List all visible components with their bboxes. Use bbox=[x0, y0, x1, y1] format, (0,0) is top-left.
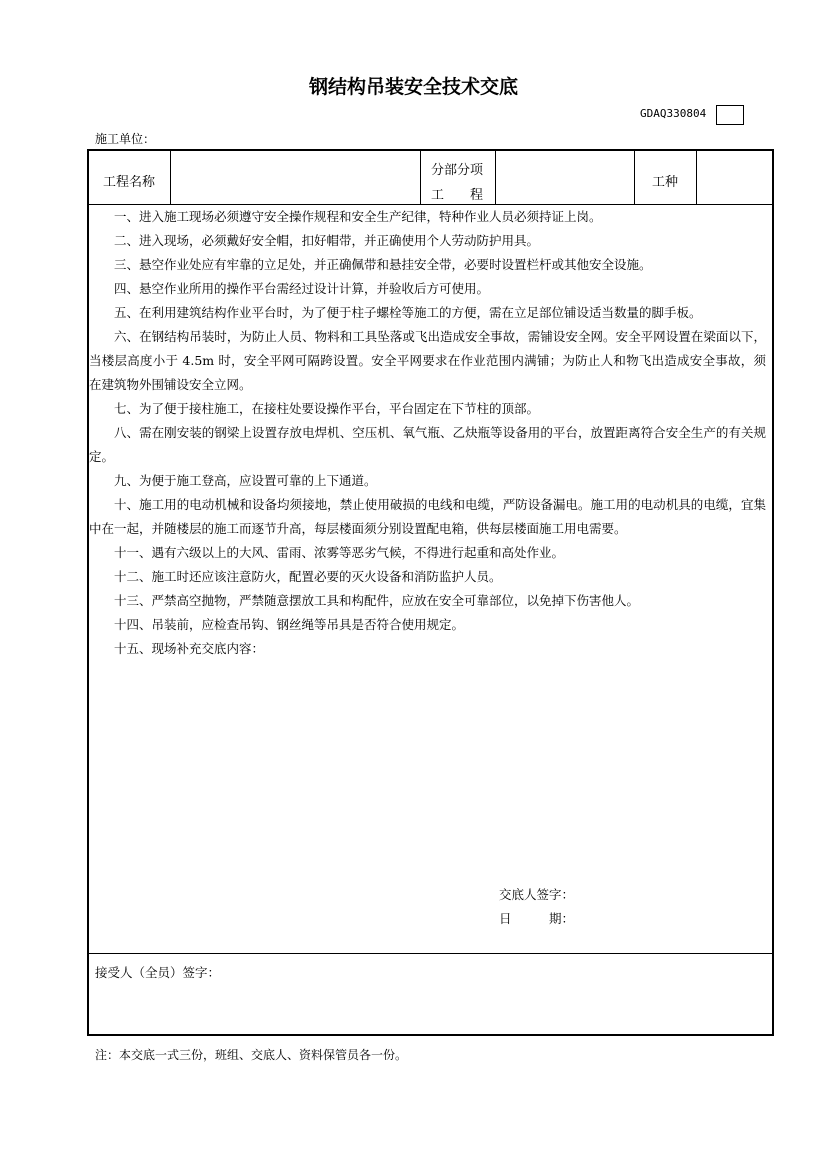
disclosure-item: 十一、遇有六级以上的大风、雷雨、浓雾等恶劣气候，不得进行起重和高处作业。 bbox=[114, 545, 565, 560]
disclosure-item: 十、施工用的电动机械和设备均须接地，禁止使用破损的电线和电缆，严防设备漏电。施工用的电动机具的电缆，宜集中在一起，并随楼层的施工而逐节升高，每层楼面须分别设置配电箱，供每层楼面施工用电需要。 bbox=[89, 497, 766, 536]
disclosure-item: 三、悬空作业处应有牢靠的立足处，并正确佩带和悬挂安全带，必要时设置栏杆或其他安全设施。 bbox=[114, 257, 652, 272]
disclosure-item: 八、需在刚安装的钢梁上设置存放电焊机、空压机、氧气瓶、乙炔瓶等设备用的平台，放置距离符合安全生产的有关规定。 bbox=[89, 425, 766, 464]
divider bbox=[696, 151, 697, 204]
form-code-box[interactable] bbox=[716, 105, 744, 125]
sub-project-field[interactable] bbox=[500, 153, 630, 202]
footnote: 注：本交底一式三份，班组、交底人、资料保管员各一份。 bbox=[95, 1048, 408, 1062]
disclosure-item: 七、为了便于接柱施工，在接柱处要设操作平台，平台固定在下节柱的顶部。 bbox=[114, 401, 540, 416]
form-code: GDAQ330804 bbox=[640, 107, 707, 120]
disclosure-items bbox=[89, 205, 772, 661]
trade-field[interactable] bbox=[701, 153, 769, 202]
divider bbox=[89, 953, 772, 954]
receiver-signature-label: 接受人（全员）签字： bbox=[95, 965, 221, 980]
sub-project-label-line2: 工 程 bbox=[431, 188, 484, 203]
divider bbox=[634, 151, 635, 204]
disclosure-item: 九、为便于施工登高，应设置可靠的上下通道。 bbox=[114, 473, 377, 488]
disclosure-form bbox=[87, 149, 774, 1036]
project-name-field[interactable] bbox=[175, 153, 415, 202]
date-label: 日 期： bbox=[499, 911, 575, 926]
disclosure-item: 四、悬空作业所用的操作平台需经过设计计算，并验收后方可使用。 bbox=[114, 281, 490, 296]
disclosure-item: 五、在利用建筑结构作业平台时，为了便于柱子螺栓等施工的方便，需在立足部位铺设适当数量的脚手板。 bbox=[114, 305, 702, 320]
disclosure-item: 一、进入施工现场必须遵守安全操作规程和安全生产纪律，特种作业人员必须持证上岗。 bbox=[114, 209, 602, 224]
disclosure-item: 六、在钢结构吊装时，为防止人员、物料和工具坠落或飞出造成安全事故，需铺设安全网。安全平网设置在梁面以下，当楼层高度小于 4.5m 时，安全平网可隔跨设置。安全平网要求在作业范围内满铺；为防止人和物飞出造成安全事故，须在建筑物外围铺设安全立网。 bbox=[89, 329, 766, 392]
divider bbox=[495, 151, 496, 204]
project-name-label: 工程名称 bbox=[103, 175, 156, 190]
divider bbox=[420, 151, 421, 204]
document-title: 钢结构吊装安全技术交底 bbox=[308, 76, 518, 98]
disclosure-item: 十五、现场补充交底内容： bbox=[114, 641, 265, 656]
sub-project-label-line1: 分部分项 bbox=[431, 163, 484, 178]
disclosure-item: 二、进入现场，必须戴好安全帽，扣好帽带，并正确使用个人劳动防护用具。 bbox=[114, 233, 540, 248]
construction-unit-label: 施工单位： bbox=[95, 132, 156, 146]
presenter-signature-label: 交底人签字： bbox=[499, 887, 575, 902]
divider bbox=[170, 151, 171, 204]
trade-label: 工种 bbox=[652, 175, 679, 190]
disclosure-item: 十三、严禁高空抛物，严禁随意摆放工具和构配件，应放在安全可靠部位，以免掉下伤害他人。 bbox=[114, 593, 640, 608]
disclosure-item: 十二、施工时还应该注意防火，配置必要的灭火设备和消防监护人员。 bbox=[114, 569, 502, 584]
form-header-row bbox=[89, 151, 772, 205]
disclosure-item: 十四、吊装前，应检查吊钩、钢丝绳等吊具是否符合使用规定。 bbox=[114, 617, 465, 632]
